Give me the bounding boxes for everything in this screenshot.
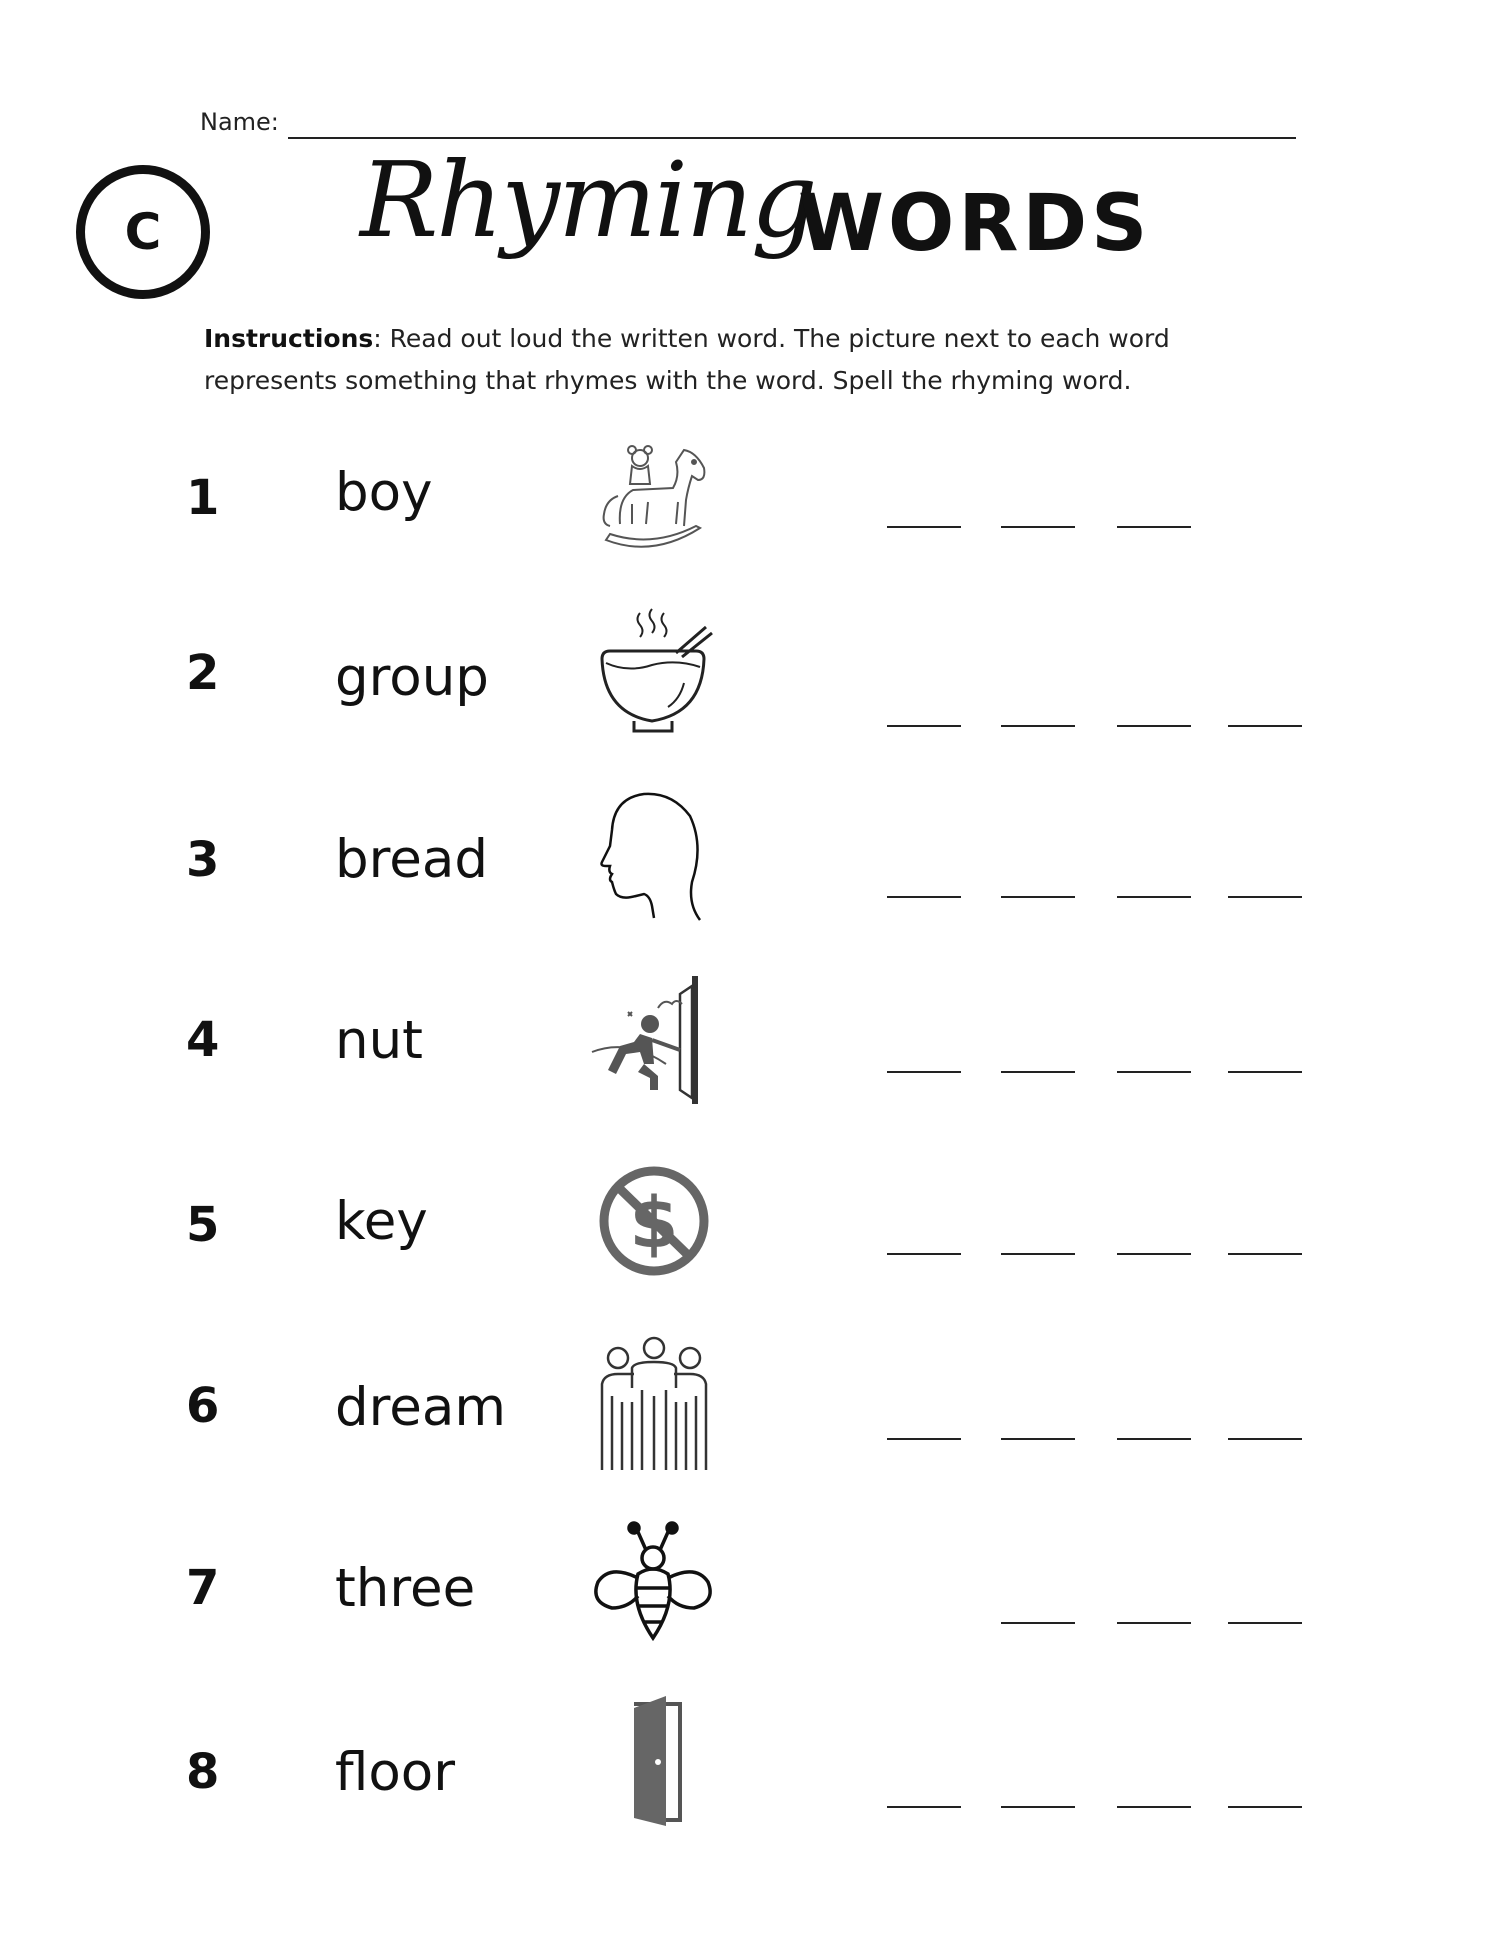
item-number: 7 — [186, 1560, 220, 1616]
soup-bowl-icon — [588, 603, 718, 743]
list-item — [0, 428, 1500, 568]
letter-blank[interactable] — [1228, 1806, 1302, 1808]
letter-blank[interactable] — [1001, 526, 1075, 528]
letter-blank[interactable] — [887, 1253, 961, 1255]
letter-blank[interactable] — [1117, 725, 1191, 727]
letter-blank[interactable] — [887, 1071, 961, 1073]
letter-blank[interactable] — [1228, 1438, 1302, 1440]
list-item — [0, 603, 1500, 743]
item-number: 3 — [186, 832, 220, 888]
item-word: floor — [335, 1742, 456, 1803]
letter-blank[interactable] — [1117, 1438, 1191, 1440]
title-bold: WORDS — [798, 179, 1152, 269]
no-money-icon — [588, 1153, 718, 1293]
door-icon — [588, 1694, 718, 1834]
letter-blank[interactable] — [1001, 896, 1075, 898]
svg-text:$: $ — [629, 1182, 679, 1264]
letter-blank[interactable] — [1117, 1806, 1191, 1808]
item-word: bread — [335, 829, 488, 890]
letter-blank[interactable] — [1228, 725, 1302, 727]
letter-blank[interactable] — [1001, 1253, 1075, 1255]
item-number: 1 — [186, 470, 220, 526]
rocking-horse-toy-icon — [588, 428, 718, 568]
item-number: 4 — [186, 1012, 220, 1068]
letter-blank[interactable] — [1117, 526, 1191, 528]
letter-blank[interactable] — [1117, 896, 1191, 898]
letter-blank[interactable] — [1228, 1622, 1302, 1624]
instructions-text: : Read out loud the written word. The picture next to each word represents something that rhymes with the word. Spell the rhyming word. — [204, 324, 1170, 395]
list-item — [0, 1153, 1500, 1293]
name-label: Name: — [200, 108, 279, 136]
instructions — [204, 318, 1214, 402]
list-item — [0, 1334, 1500, 1474]
item-word: key — [335, 1191, 428, 1252]
letter-blank[interactable] — [1228, 1071, 1302, 1073]
item-number: 2 — [186, 645, 220, 701]
person-shutting-door-icon — [588, 968, 718, 1108]
item-word: three — [335, 1558, 476, 1619]
badge-letter: C — [124, 203, 162, 261]
letter-blank[interactable] — [1001, 1071, 1075, 1073]
letter-blank[interactable] — [1001, 1622, 1075, 1624]
letter-blank[interactable] — [887, 526, 961, 528]
list-item — [0, 1516, 1500, 1656]
letter-blank[interactable] — [887, 896, 961, 898]
team-icon — [588, 1334, 718, 1474]
letter-blank[interactable] — [1001, 725, 1075, 727]
letter-blank[interactable] — [1117, 1071, 1191, 1073]
instructions-label: Instructions — [204, 324, 374, 353]
item-word: boy — [335, 462, 433, 523]
title-script: Rhyming — [360, 139, 816, 261]
letter-blank[interactable] — [1117, 1253, 1191, 1255]
item-word: nut — [335, 1010, 423, 1071]
list-item — [0, 1694, 1500, 1834]
letter-blank[interactable] — [887, 1438, 961, 1440]
item-word: dream — [335, 1377, 506, 1438]
letter-blank[interactable] — [1001, 1438, 1075, 1440]
head-icon — [588, 786, 718, 926]
level-badge — [76, 165, 210, 299]
list-item — [0, 968, 1500, 1108]
item-number: 8 — [186, 1744, 220, 1800]
bee-icon — [588, 1516, 718, 1656]
list-item — [0, 786, 1500, 926]
item-word: group — [335, 647, 489, 708]
letter-blank[interactable] — [1117, 1622, 1191, 1624]
letter-blank[interactable] — [887, 1806, 961, 1808]
letter-blank[interactable] — [1001, 1806, 1075, 1808]
letter-blank[interactable] — [887, 725, 961, 727]
item-number: 6 — [186, 1378, 220, 1434]
letter-blank[interactable] — [1228, 1253, 1302, 1255]
letter-blank[interactable] — [1228, 896, 1302, 898]
item-number: 5 — [186, 1197, 220, 1253]
